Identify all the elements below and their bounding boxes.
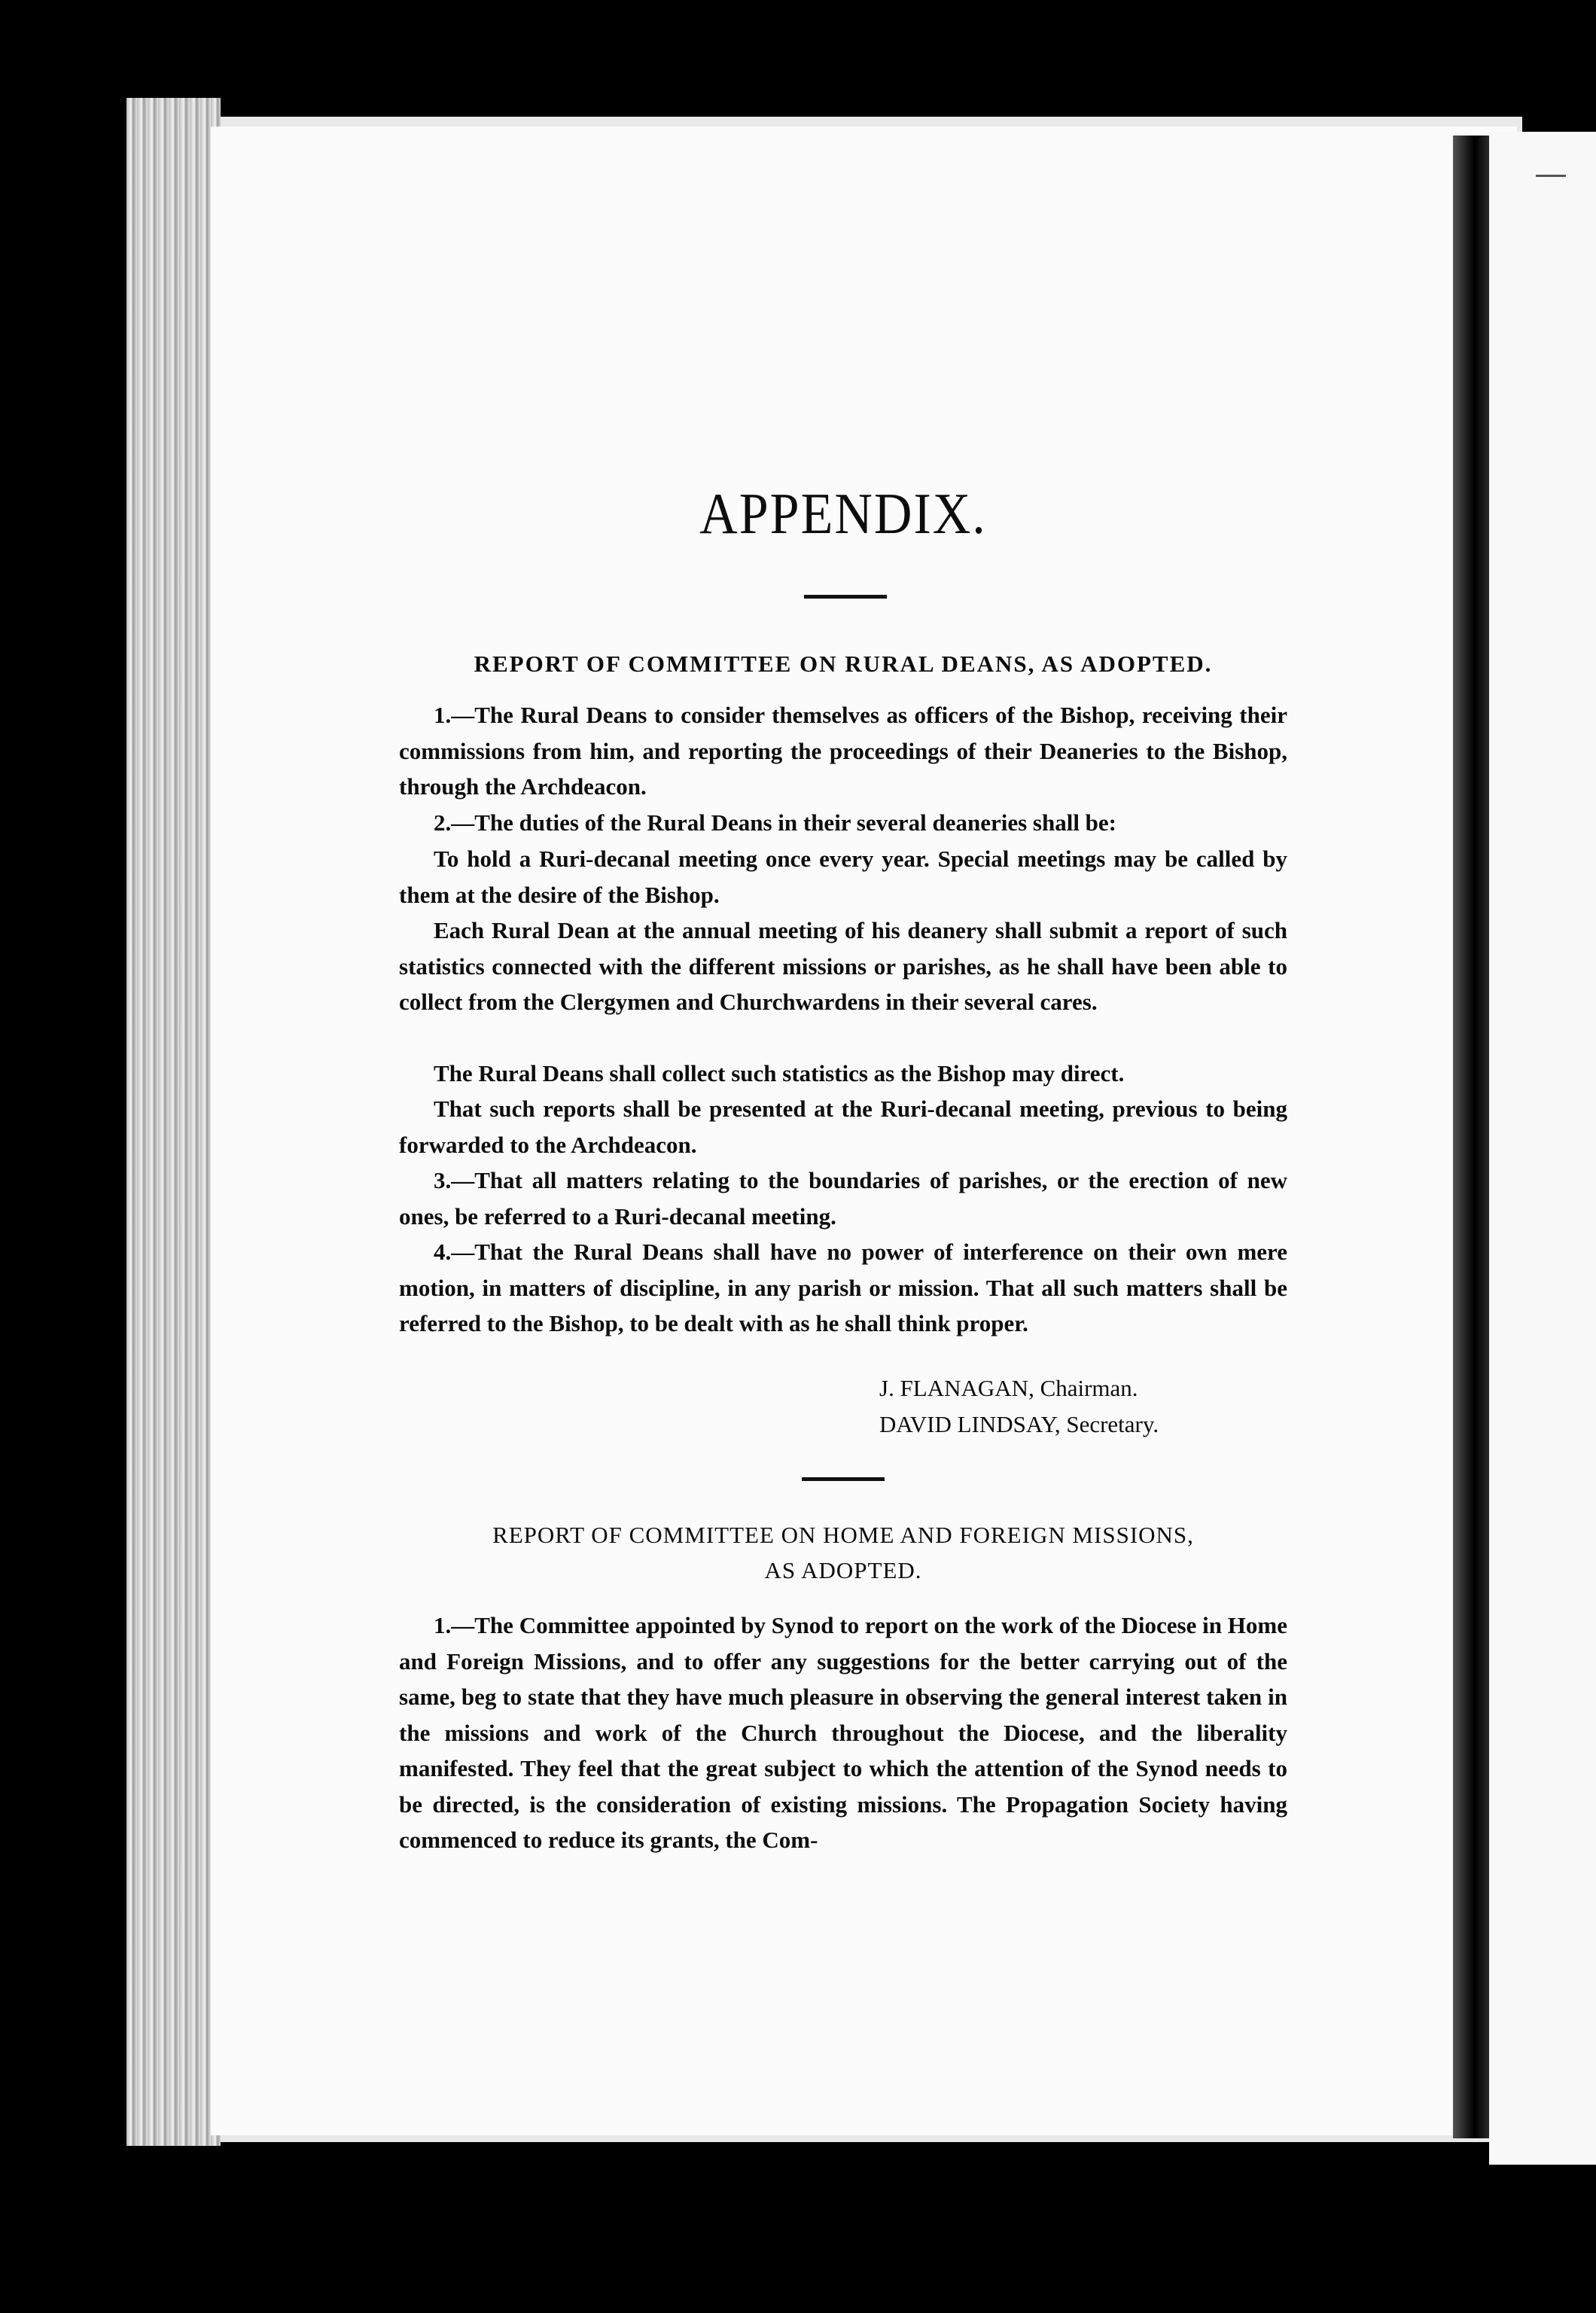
- signature-chairman: J. FLANAGAN, Chairman.: [879, 1375, 1138, 1401]
- paragraph: Each Rural Dean at the annual meeting of his deanery shall submit a report of such statistics connected with the different missions or parishes, as he shall have been able to collect from the Clergymen and Churchwardens in their several cares.: [399, 917, 1287, 1015]
- paragraph: 1.—The Rural Deans to consider themselves as officers of the Bishop, receiving their commissions from him, and reporting the proceedings of their Deaneries to the Bishop, through the Archdeacon.: [399, 702, 1287, 800]
- title-rule: [804, 595, 887, 599]
- facing-page: [1489, 132, 1596, 2165]
- book-spine: [1453, 136, 1489, 2138]
- paragraph: To hold a Ruri-decanal meeting once every year. Special meetings may be called by them at the desire of the Bishop.: [399, 846, 1287, 908]
- signature-block: [879, 1370, 1301, 1442]
- paragraph: That such reports shall be presented at the Ruri-decanal meeting, previous to being forwarded to the Archdeacon.: [399, 1096, 1287, 1158]
- page-title: APPENDIX.: [699, 483, 987, 547]
- paragraph: 3.—That all matters relating to the boundaries of parishes, or the erection of new ones, be referred to a Ruri-decanal meeting.: [399, 1167, 1287, 1230]
- paragraph: The Rural Deans shall collect such statistics as the Bishop may direct.: [434, 1060, 1125, 1086]
- section-rule: [802, 1477, 885, 1481]
- paragraph: 1.—The Committee appointed by Synod to report on the work of the Diocese in Home and Foreign Missions, and to offer any suggestions for the better carrying out of the same, beg to state that they have much pleasure in observing the general interest taken in the missions and work of the Church throughout the Diocese, and the liberality manifested. They feel that the great subject to which the attention of the Synod needs to be directed, is the consideration of existing missions. The Propagation Society having commenced to reduce its grants, the Com-: [399, 1612, 1287, 1853]
- section-heading-rural-deans: REPORT OF COMMITTEE ON RURAL DEANS, AS ADOPTED.: [474, 651, 1213, 677]
- paragraph: 2.—The duties of the Rural Deans in their several deaneries shall be:: [434, 809, 1117, 836]
- book-page-edges: [126, 98, 221, 2146]
- paragraph: 4.—That the Rural Deans shall have no power of interference on their own mere motion, in matters of discipline, in any parish or mission. That all such matters shall be referred to the Bishop, to be dealt with as he shall think proper.: [399, 1239, 1287, 1336]
- signature-secretary: DAVID LINDSAY, Secretary.: [879, 1410, 1159, 1437]
- section-heading-missions-line1: REPORT OF COMMITTEE ON HOME AND FOREIGN MISSIONS,: [492, 1522, 1194, 1548]
- section-heading-missions-line2: AS ADOPTED.: [764, 1557, 922, 1583]
- facing-page-mark: [1536, 175, 1566, 177]
